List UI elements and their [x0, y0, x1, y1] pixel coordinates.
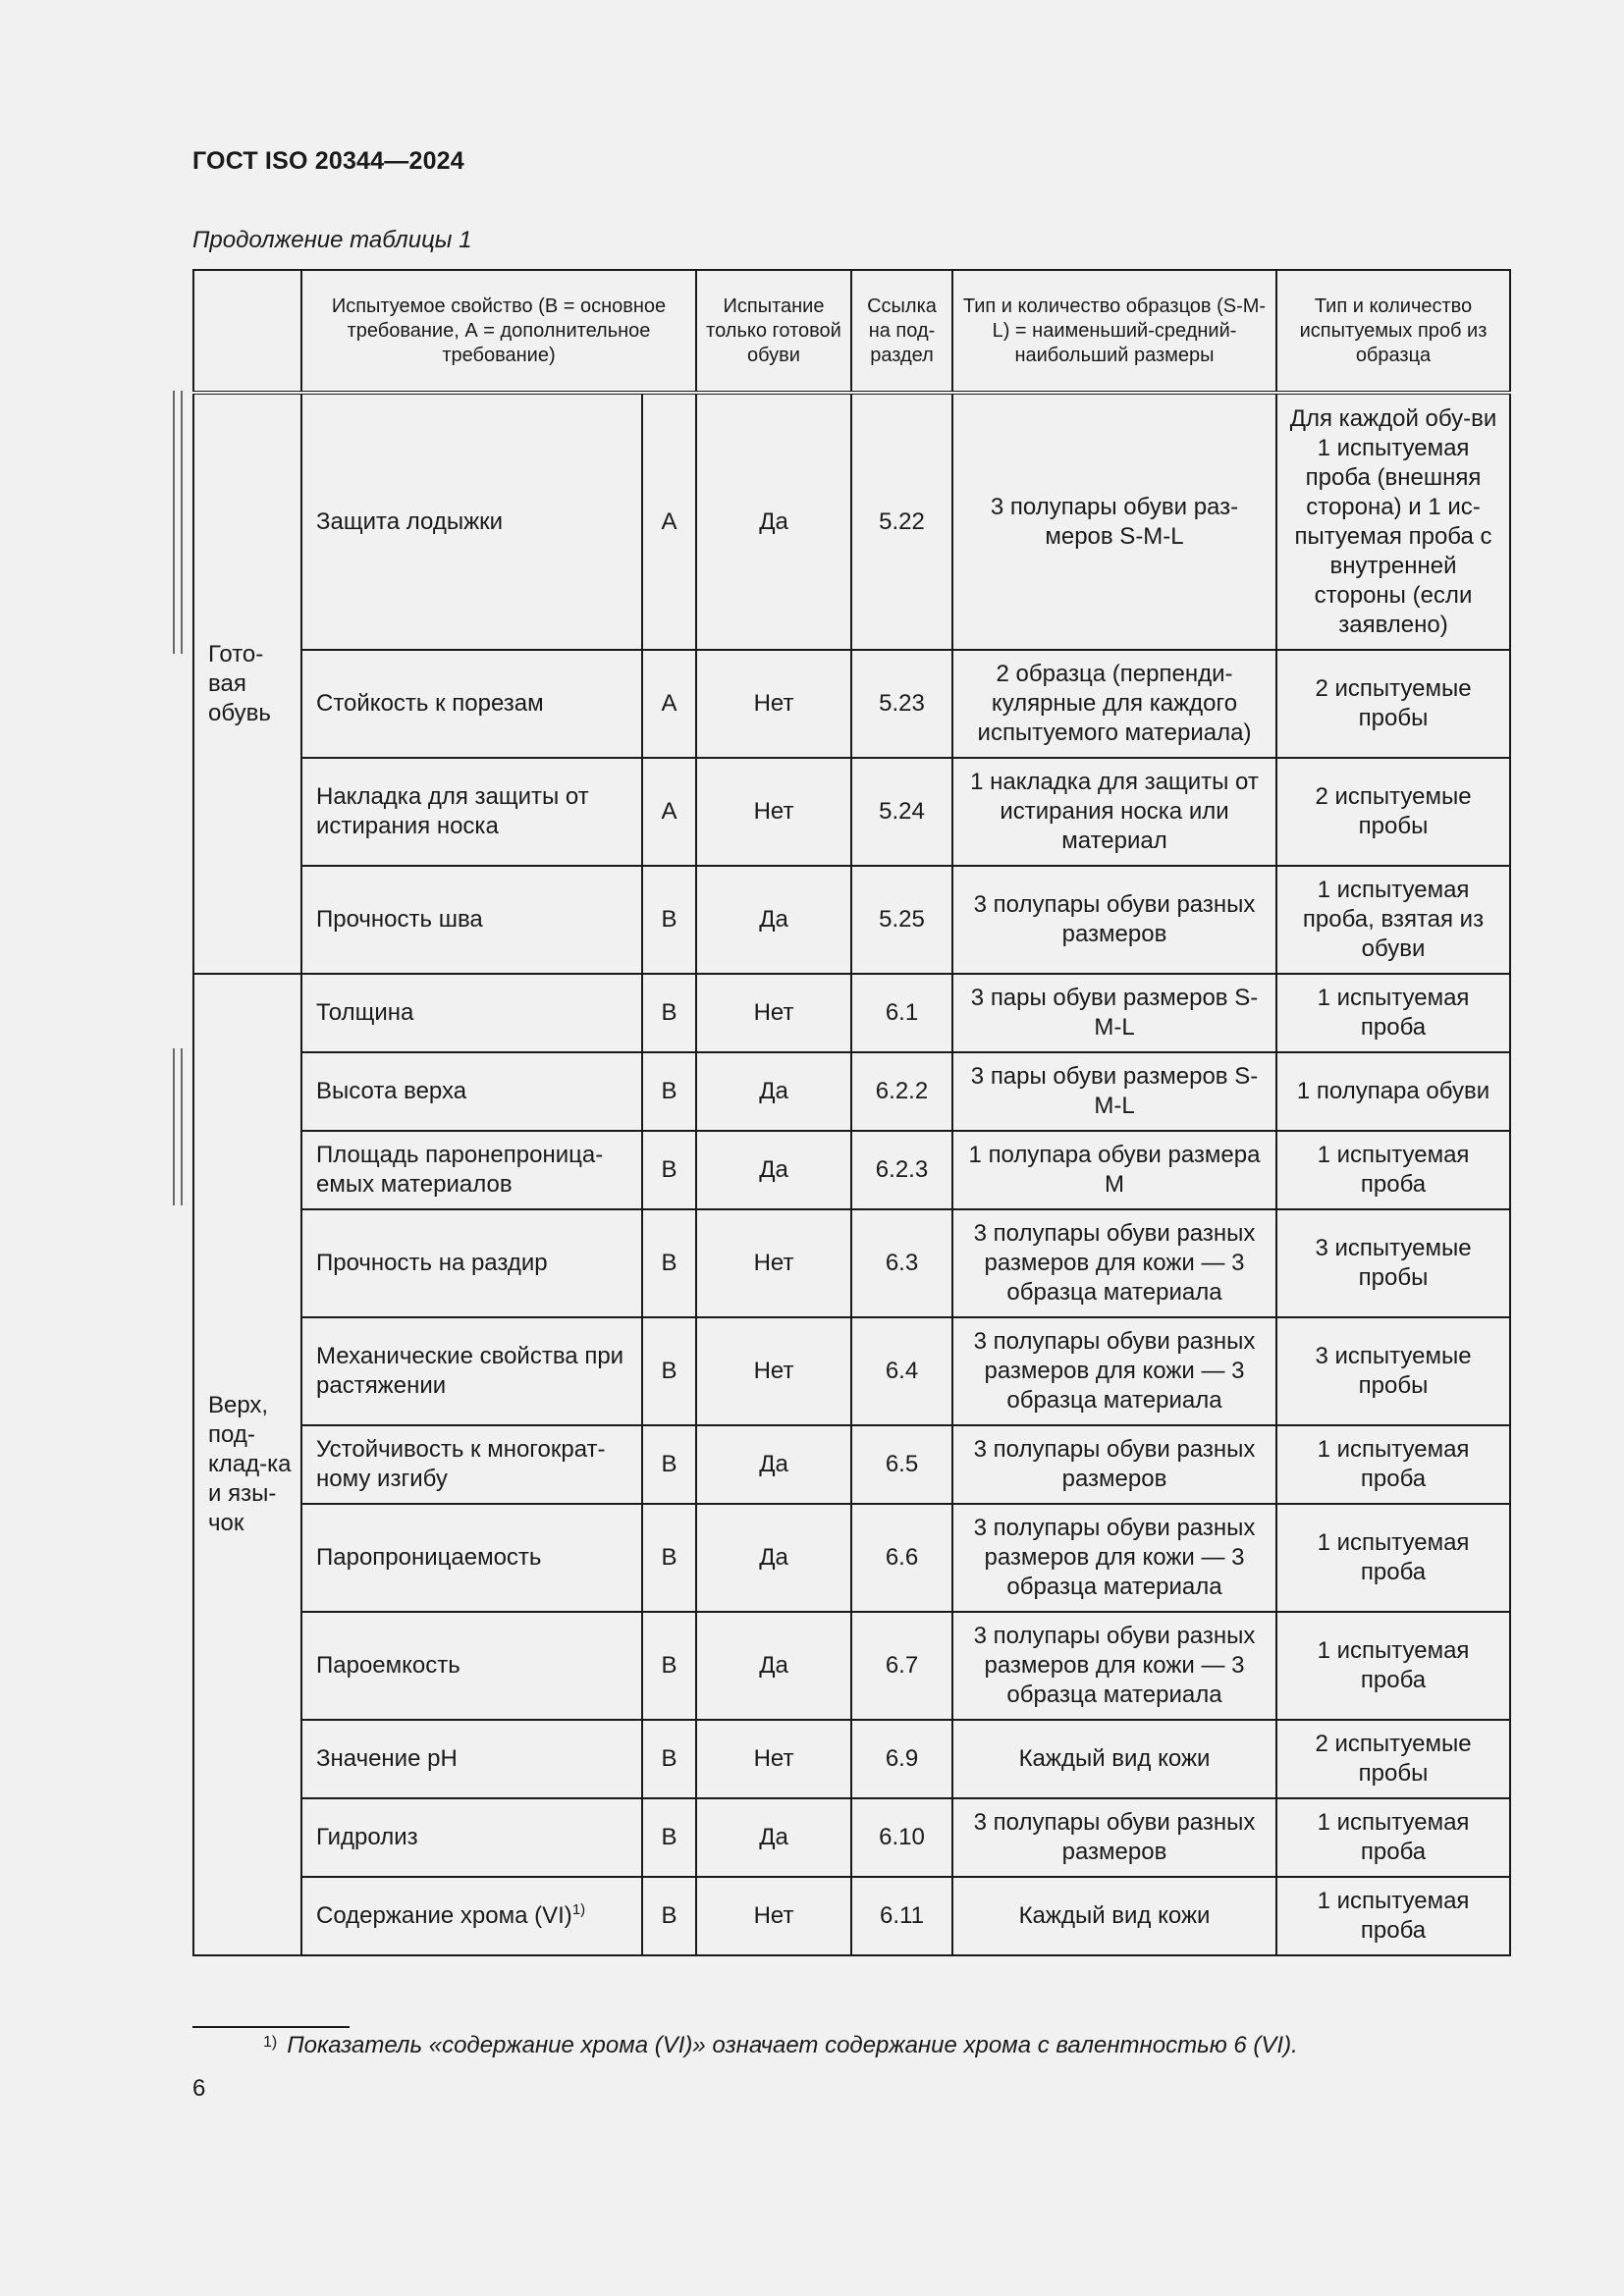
test-pieces-cell: 2 испытуемые пробы — [1276, 758, 1510, 866]
sample-type-cell: 2 образца (перпенди-кулярные для каждого испытуемого материала) — [952, 650, 1276, 758]
table-row — [193, 866, 1510, 974]
test-pieces-cell: 1 испытуемая проба — [1276, 1425, 1510, 1504]
requirement-cell: B — [642, 1425, 696, 1504]
table-row — [193, 1720, 1510, 1798]
requirement-cell: B — [642, 974, 696, 1052]
header-test-pieces: Тип и количество испытуемых проб из образца — [1276, 270, 1510, 393]
property-cell: Стойкость к порезам — [301, 650, 642, 758]
property-cell: Значение pH — [301, 1720, 642, 1798]
ready-only-cell: Нет — [696, 1720, 851, 1798]
sample-type-cell: 1 полупара обуви размера M — [952, 1131, 1276, 1209]
table-row — [193, 650, 1510, 758]
group-label: Верх, под-клад-ка и язы-чок — [193, 974, 301, 1955]
ready-only-cell: Нет — [696, 974, 851, 1052]
property-cell: Высота верха — [301, 1052, 642, 1131]
test-pieces-cell: 1 испытуемая проба, взятая из обуви — [1276, 866, 1510, 974]
requirement-cell: A — [642, 650, 696, 758]
sample-type-cell: 1 накладка для защиты от истирания носка или материал — [952, 758, 1276, 866]
header-reference: Ссылка на под-раздел — [851, 270, 952, 393]
table-row — [193, 1504, 1510, 1612]
sample-type-cell: 3 полупары обуви разных размеров для кожи — 3 образца материала — [952, 1612, 1276, 1720]
table-row — [193, 1131, 1510, 1209]
property-cell: Пароемкость — [301, 1612, 642, 1720]
ready-only-cell: Нет — [696, 1209, 851, 1317]
change-bar — [173, 1048, 183, 1205]
reference-cell: 6.2.3 — [851, 1131, 952, 1209]
sample-type-cell: 3 полупары обуви разных размеров — [952, 1425, 1276, 1504]
test-pieces-cell: 2 испытуемые пробы — [1276, 1720, 1510, 1798]
test-pieces-cell: 1 испытуемая проба — [1276, 1877, 1510, 1955]
ready-only-cell: Да — [696, 1504, 851, 1612]
table-row — [193, 1209, 1510, 1317]
table-row — [193, 1317, 1510, 1425]
ready-only-cell: Да — [696, 1425, 851, 1504]
reference-cell: 5.24 — [851, 758, 952, 866]
reference-cell: 6.3 — [851, 1209, 952, 1317]
test-pieces-cell: 1 испытуемая проба — [1276, 1504, 1510, 1612]
property-text: Содержание хрома (VI) — [316, 1902, 572, 1929]
header-group — [193, 270, 301, 393]
table-row — [193, 974, 1510, 1052]
header-sample-type: Тип и количество образцов (S-M-L) = наименьший-средний-наибольший размеры — [952, 270, 1276, 393]
ready-only-cell: Да — [696, 1612, 851, 1720]
property-cell: Накладка для защиты от истирания носка — [301, 758, 642, 866]
sample-type-cell: 3 полупары обуви разных размеров для кожи — 3 образца материала — [952, 1209, 1276, 1317]
footnote-mark: 1) — [263, 2034, 278, 2051]
requirement-cell: A — [642, 393, 696, 650]
reference-cell: 5.22 — [851, 393, 952, 650]
ready-only-cell: Да — [696, 1052, 851, 1131]
property-cell: Площадь паронепроница-емых материалов — [301, 1131, 642, 1209]
footnote — [263, 2032, 1298, 2059]
sample-type-cell: Каждый вид кожи — [952, 1877, 1276, 1955]
requirement-cell: B — [642, 1720, 696, 1798]
table-row — [193, 1798, 1510, 1877]
test-pieces-cell: 1 испытуемая проба — [1276, 1131, 1510, 1209]
reference-cell: 6.4 — [851, 1317, 952, 1425]
ready-only-cell: Да — [696, 866, 851, 974]
change-bar — [173, 391, 183, 654]
requirements-table — [192, 269, 1511, 1956]
requirement-cell: B — [642, 1612, 696, 1720]
reference-cell: 6.11 — [851, 1877, 952, 1955]
sample-type-cell: 3 полупары обуви разных размеров — [952, 1798, 1276, 1877]
test-pieces-cell: 1 испытуемая проба — [1276, 1798, 1510, 1877]
table-header-row — [193, 270, 1510, 393]
sample-type-cell: 3 полупары обуви разных размеров для кожи — 3 образца материала — [952, 1317, 1276, 1425]
ready-only-cell: Нет — [696, 1877, 851, 1955]
requirement-cell: B — [642, 1209, 696, 1317]
sample-type-cell: Каждый вид кожи — [952, 1720, 1276, 1798]
page-number: 6 — [192, 2075, 206, 2102]
test-pieces-cell: 3 испытуемые пробы — [1276, 1209, 1510, 1317]
table-row — [193, 393, 1510, 650]
test-pieces-cell: Для каждой обу-ви 1 испытуемая проба (внешняя сторона) и 1 ис-пытуемая проба с внутренней стороны (если заявлено) — [1276, 393, 1510, 650]
reference-cell: 6.2.2 — [851, 1052, 952, 1131]
ready-only-cell: Нет — [696, 650, 851, 758]
reference-cell: 6.6 — [851, 1504, 952, 1612]
requirement-cell: B — [642, 1504, 696, 1612]
sample-type-cell: 3 полупары обуви разных размеров для кожи — 3 образца материала — [952, 1504, 1276, 1612]
requirement-cell: A — [642, 758, 696, 866]
header-property: Испытуемое свойство (В = основное требование, А = дополнительное требование) — [301, 270, 696, 393]
table-row — [193, 1612, 1510, 1720]
requirement-cell: B — [642, 1317, 696, 1425]
property-cell: Прочность на раздир — [301, 1209, 642, 1317]
reference-cell: 6.10 — [851, 1798, 952, 1877]
property-cell — [301, 1877, 642, 1955]
test-pieces-cell: 1 испытуемая проба — [1276, 1612, 1510, 1720]
property-cell: Паропроницаемость — [301, 1504, 642, 1612]
sample-type-cell: 3 пары обуви размеров S-M-L — [952, 974, 1276, 1052]
table-row — [193, 758, 1510, 866]
footnote-divider — [192, 2026, 350, 2028]
table-row — [193, 1877, 1510, 1955]
property-cell: Гидролиз — [301, 1798, 642, 1877]
test-pieces-cell: 1 полупара обуви — [1276, 1052, 1510, 1131]
footnote-ref: 1) — [571, 1901, 586, 1918]
property-cell: Устойчивость к многократ-ному изгибу — [301, 1425, 642, 1504]
requirement-cell: B — [642, 1798, 696, 1877]
sample-type-cell: 3 полупары обуви разных размеров — [952, 866, 1276, 974]
test-pieces-cell: 3 испытуемые пробы — [1276, 1317, 1510, 1425]
ready-only-cell: Да — [696, 1131, 851, 1209]
ready-only-cell: Да — [696, 393, 851, 650]
sample-type-cell: 3 полупары обуви раз-меров S-M-L — [952, 393, 1276, 650]
requirement-cell: B — [642, 1052, 696, 1131]
table-row — [193, 1425, 1510, 1504]
ready-only-cell: Да — [696, 1798, 851, 1877]
property-cell: Толщина — [301, 974, 642, 1052]
property-cell: Прочность шва — [301, 866, 642, 974]
reference-cell: 6.7 — [851, 1612, 952, 1720]
reference-cell: 5.23 — [851, 650, 952, 758]
requirement-cell: B — [642, 866, 696, 974]
reference-cell: 6.1 — [851, 974, 952, 1052]
group-label: Гото-вая обувь — [193, 393, 301, 974]
test-pieces-cell: 1 испытуемая проба — [1276, 974, 1510, 1052]
table-row — [193, 1052, 1510, 1131]
sample-type-cell: 3 пары обуви размеров S-M-L — [952, 1052, 1276, 1131]
property-cell: Механические свойства при растяжении — [301, 1317, 642, 1425]
reference-cell: 6.5 — [851, 1425, 952, 1504]
requirement-cell: B — [642, 1131, 696, 1209]
reference-cell: 5.25 — [851, 866, 952, 974]
ready-only-cell: Нет — [696, 758, 851, 866]
table-caption: Продолжение таблицы 1 — [192, 227, 472, 253]
property-cell: Защита лодыжки — [301, 393, 642, 650]
reference-cell: 6.9 — [851, 1720, 952, 1798]
ready-only-cell: Нет — [696, 1317, 851, 1425]
footnote-text: Показатель «содержание хрома (VI)» означает содержание хрома с валентностью 6 (VI). — [287, 2032, 1298, 2058]
test-pieces-cell: 2 испытуемые пробы — [1276, 650, 1510, 758]
header-ready-only: Испытание только готовой обуви — [696, 270, 851, 393]
document-header: ГОСТ ISO 20344—2024 — [192, 147, 464, 175]
requirement-cell: B — [642, 1877, 696, 1955]
